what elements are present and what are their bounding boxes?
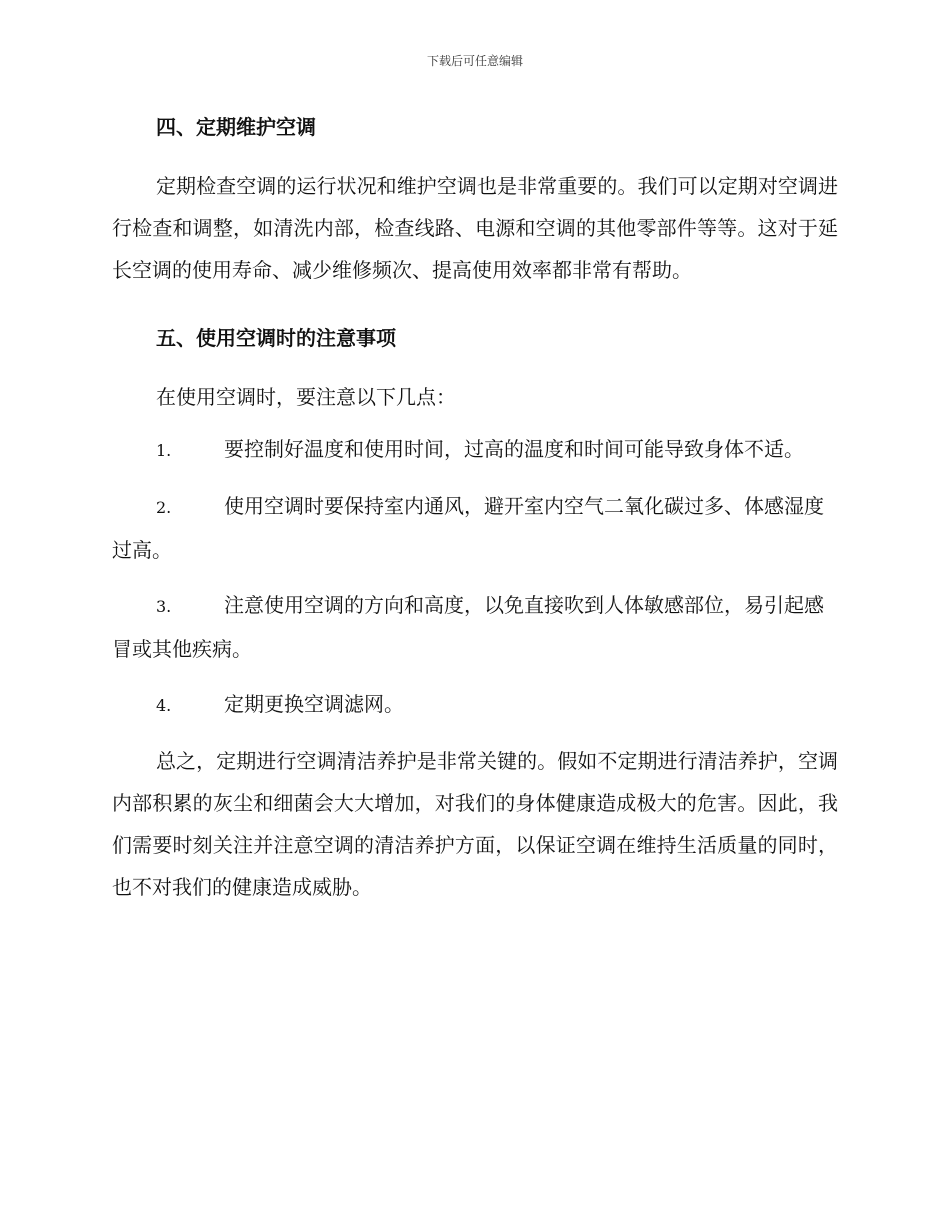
list-item-text: 定期更换空调滤网。 (224, 692, 404, 716)
paragraph-conclusion: 总之，定期进行空调清洁养护是非常关键的。假如不定期进行清洁养护，空调内部积累的灰尘和细菌会大大增加，对我们的身体健康造成极大的危害。因此，我们需要时刻关注并注意空调的清洁养护方面，以保证空调在维持生活质量的同时，也不对我们的健康造成威胁。 (112, 749, 838, 899)
list-item-text: 要控制好温度和使用时间，过高的温度和时间可能导致身体不适。 (224, 437, 804, 461)
paragraph-maintenance: 定期检查空调的运行状况和维护空调也是非常重要的。我们可以定期对空调进行检查和调整，如清洗内部，检查线路、电源和空调的其他零部件等等。这对于延长空调的使用寿命、减少维修频次、提高使用效率都非常有帮助。 (112, 174, 838, 282)
list-item (112, 428, 838, 472)
list-item (112, 584, 838, 670)
section-heading-precautions: 五、使用空调时的注意事项 (156, 326, 396, 350)
list-item-number: 4. (156, 696, 172, 715)
list-item-text: 使用空调时要保持室内通风，避开室内空气二氧化碳过多、体感湿度过高。 (112, 494, 824, 562)
list-item-number: 1. (156, 441, 172, 460)
list-item (112, 485, 838, 571)
list-item-number: 2. (156, 498, 172, 517)
section-heading-maintenance: 四、定期维护空调 (156, 115, 316, 139)
page-header: 下载后可任意编辑 (426, 54, 523, 68)
document-body (112, 111, 838, 908)
list-item-number: 3. (156, 597, 172, 616)
paragraph-precautions-intro: 在使用空调时，要注意以下几点： (156, 385, 456, 409)
list-item-text: 注意使用空调的方向和高度，以免直接吹到人体敏感部位，易引起感冒或其他疾病。 (112, 593, 824, 661)
list-item (112, 683, 838, 727)
